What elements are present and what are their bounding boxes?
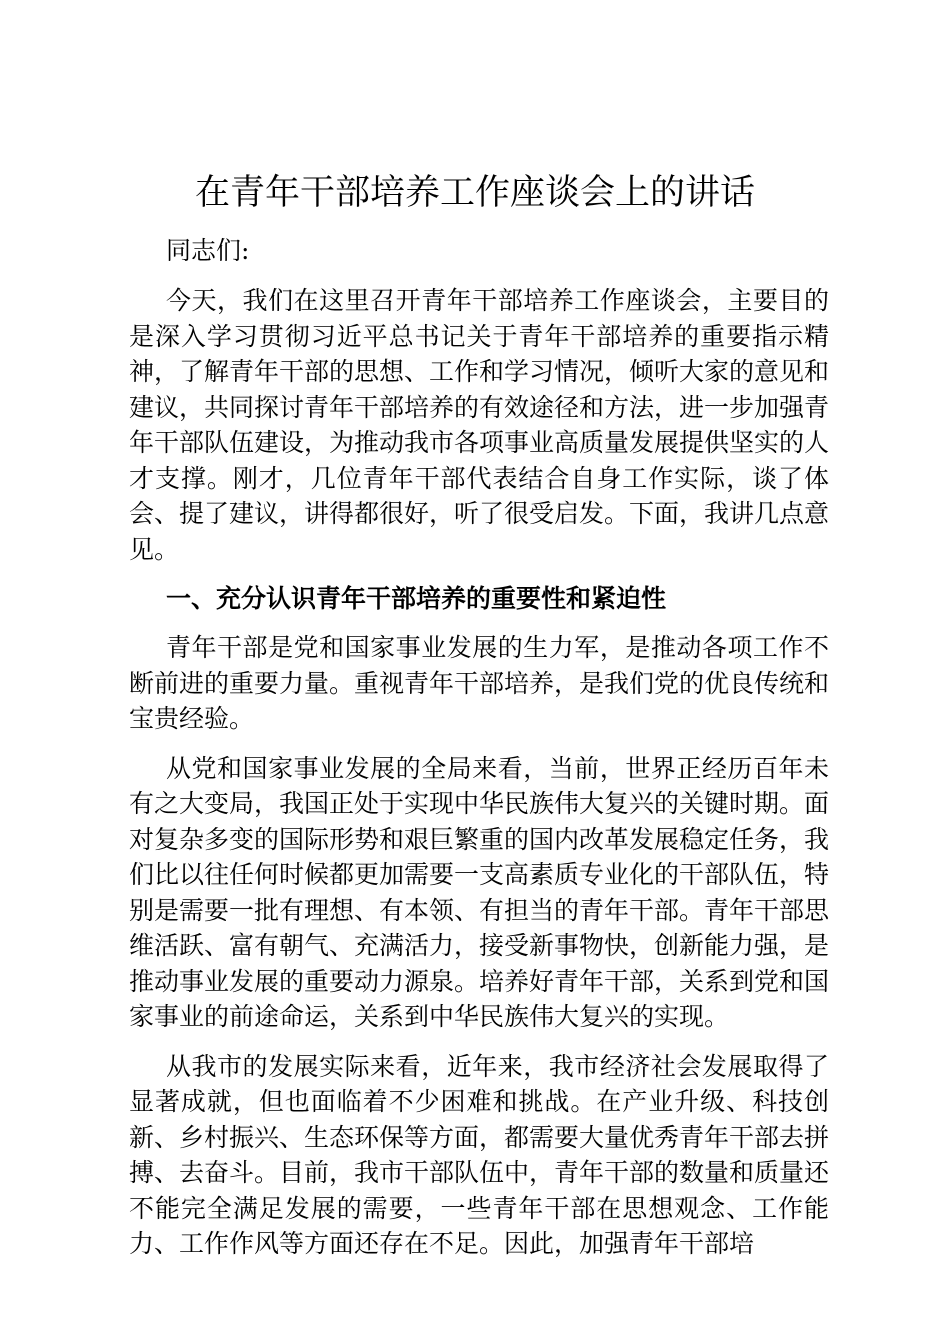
- section-heading-1: 一、充分认识青年干部培养的重要性和紧迫性: [166, 584, 667, 613]
- document-title: 在青年干部培养工作座谈会上的讲话: [194, 173, 755, 213]
- document-body: [129, 283, 829, 1276]
- salutation: 同志们:: [166, 236, 250, 265]
- section1-paragraph-3: 从我市的发展实际来看，近年来，我市经济社会发展取得了显著成就，但也面临着不少困难和挑战。在产业升级、科技创新、乡村振兴、生态环保等方面，都需要大量优秀青年干部去拼搏、去奋斗。目前，我市干部队伍中，青年干部的数量和质量还不能完全满足发展的需要，一些青年干部在思想观念、工作能力、工作作风等方面还存在不足。因此，加强青年干部培: [129, 1051, 830, 1258]
- intro-paragraph: 今天，我们在这里召开青年干部培养工作座谈会，主要目的是深入学习贯彻习近平总书记关于青年干部培养的重要指示精神，了解青年干部的思想、工作和学习情况，倾听大家的意见和建议，共同探讨青年干部培养的有效途径和方法，进一步加强青年干部队伍建设，为推动我市各项事业高质量发展提供坚实的人才支撑。刚才，几位青年干部代表结合自身工作实际，谈了体会、提了建议，讲得都很好，听了很受启发。下面，我讲几点意见。: [129, 286, 830, 564]
- section1-paragraph-2: 从党和国家事业发展的全局来看，当前，世界正经历百年未有之大变局，我国正处于实现中华民族伟大复兴的关键时期。面对复杂多变的国际形势和艰巨繁重的国内改革发展稳定任务，我们比以往任何时候都更加需要一支高素质专业化的干部队伍，特别是需要一批有理想、有本领、有担当的青年干部。青年干部思维活跃、富有朝气、充满活力，接受新事物快，创新能力强，是推动事业发展的重要动力源泉。培养好青年干部，关系到党和国家事业的前途命运，关系到中华民族伟大复兴的实现。: [129, 753, 830, 1031]
- section1-paragraph-1: 青年干部是党和国家事业发展的生力军，是推动各项工作不断前进的重要力量。重视青年干部培养，是我们党的优良传统和宝贵经验。: [129, 633, 830, 733]
